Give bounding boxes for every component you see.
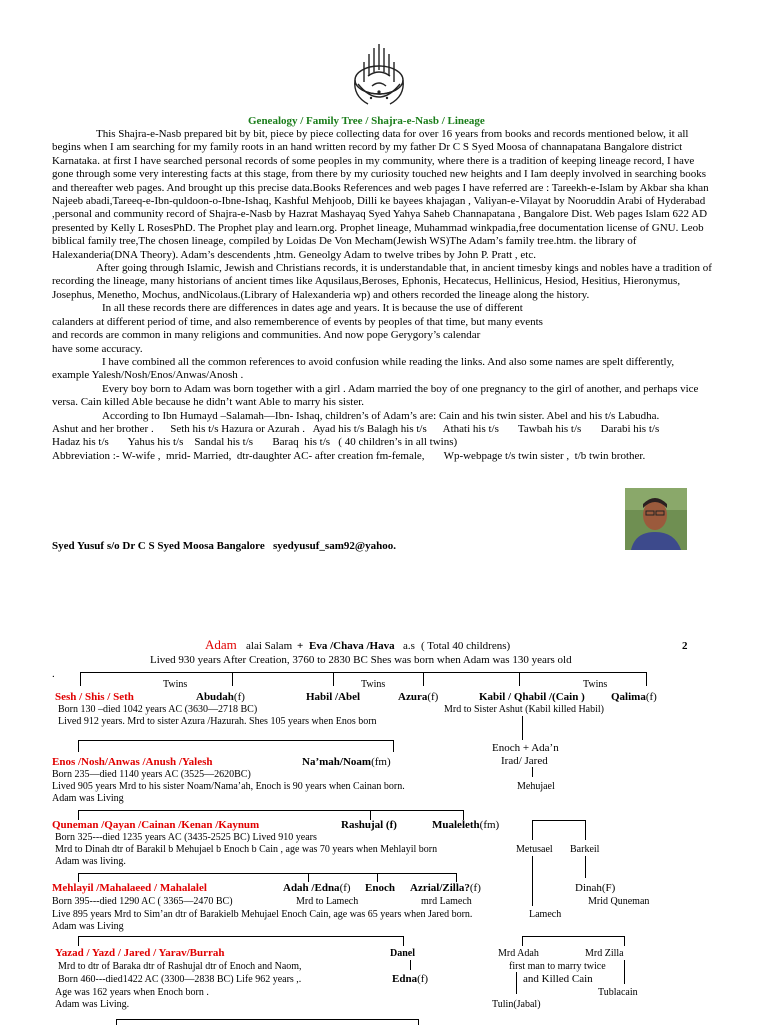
abudah-female: (f) bbox=[233, 691, 245, 703]
author-line: Syed Yusuf s/o Dr C S Syed Moosa Bangalore syedyusuf_sam92@yahoo. bbox=[52, 540, 396, 552]
tick bbox=[78, 936, 79, 946]
irad-connector bbox=[532, 767, 533, 777]
jared-married: Mrd to dtr of Baraka dtr of Rashujal dtr of Enoch and Naom, bbox=[58, 961, 302, 972]
intro-paragraph-twins: Every boy born to Adam was born together with a girl . Adam married the boy of one pregnancy to the girl of another, and perhaps vice versa. Cain killed Able because he didn’t want Able to marry his sister. bbox=[52, 382, 699, 409]
cain-connector bbox=[522, 716, 523, 740]
tick bbox=[308, 873, 309, 882]
mahalalel-lived: Live 895 years Mrd to Sim’an dtr of Barakielb Mehujael Enoch Cain, age was 65 years when Jared born. bbox=[52, 909, 473, 920]
tick bbox=[78, 873, 79, 882]
danel-name: Danel bbox=[390, 948, 415, 959]
bismillah-calligraphy bbox=[350, 40, 408, 112]
intro-paragraph-spelling: I have combined all the common references to avoid confusion while reading the links. And also some names are spelt differently, example Yalesh/Nosh/Enos/Anwas/Anosh . bbox=[52, 355, 675, 382]
metusael: Metusael bbox=[516, 844, 553, 855]
cainan-born: Born 325---died 1235 years AC (3435-2525 BC) Lived 910 years bbox=[55, 832, 317, 843]
intro-paragraph-dates-1: In all these records there are differences in dates age and years. It is because the use of different bbox=[102, 302, 523, 315]
intro-paragraph-historians: After going through Islamic, Jewish and Christians records, it is understandable that, in ancient timesby kings and nobles have a tradition of recording the lineage, many historians of ancient times like Aqusilaus,Beroses, Ephonis, Hecatecus, Hellinicus, Hesiod, Hesitius, Hieronymus, Josephus, Menetho, Mochus, andNicolaus.(Library of Halexanderia wp) and others recorded the lineage along the history. bbox=[52, 262, 712, 301]
azrial-female: (f) bbox=[469, 882, 481, 894]
tick bbox=[116, 1019, 117, 1025]
azura-name: Azura bbox=[398, 691, 428, 703]
adam-suffix: alai Salam bbox=[246, 640, 293, 652]
tick bbox=[393, 740, 394, 752]
lamech: Lamech bbox=[529, 909, 562, 920]
twins-label-2: Twins bbox=[361, 679, 386, 690]
barkeil: Barkeil bbox=[570, 844, 600, 855]
enoch-name: Enoch bbox=[365, 882, 395, 894]
abudah-name: Abudah bbox=[196, 691, 234, 703]
mrd-adah: Mrd Adah bbox=[498, 948, 539, 959]
page-number: 2 bbox=[682, 640, 688, 652]
tulin: Tulin(Jabal) bbox=[492, 999, 541, 1010]
cainan-adam-living: Adam was living. bbox=[55, 856, 126, 867]
tick bbox=[423, 672, 424, 686]
adam-name: Adam bbox=[205, 637, 237, 652]
tick bbox=[522, 936, 523, 946]
azrial-name: Azrial/Zilla? bbox=[410, 882, 470, 894]
adah-married-lamech: Mrd to Lamech bbox=[296, 896, 359, 907]
cainan-name: Quneman /Qayan /Cainan /Kenan /Kaynum bbox=[52, 819, 260, 831]
tick bbox=[519, 672, 520, 686]
tick bbox=[532, 820, 533, 840]
adah-name: Adah /Edna bbox=[283, 882, 340, 894]
stray-dot: . bbox=[52, 668, 55, 680]
mehujael: Mehujael bbox=[517, 781, 555, 792]
jared-born: Born 460---died1422 AC (3300—2838 BC) Life 962 years ,. bbox=[58, 974, 302, 985]
mahalalel-born: Born 395---died 1290 AC ( 3365—2470 BC) bbox=[52, 896, 233, 907]
intro-paragraph-dates-3: and records are common in many religions and communities. And now pope Gerygory’s calendar bbox=[52, 329, 481, 342]
tick bbox=[403, 936, 404, 946]
enos-adam-living: Adam was Living bbox=[52, 793, 124, 804]
lamech-connector bbox=[532, 874, 533, 906]
seth-name: Sesh / Shis / Seth bbox=[55, 691, 134, 703]
adah-female: (f) bbox=[339, 882, 351, 894]
zilla-connector bbox=[624, 960, 625, 984]
intro-paragraph-sources: This Shajra-e-Nasb prepared bit by bit, piece by piece collecting data for over 16 years from books and records mentioned below, it all begins when I am searching for my family roots in an hand written record by my father Dr C S Syed Moosa of channapatana Bangalore district Karnataka. at first I have searched personal records of some peoples in my community, where there is a tradition of keeping lineage record, I have gone through some very interesting facts at this stage, from there by my curiosity touched new heights and I Iam deeply involved in searching books and thereafter web pages. And brought up this precise data.Books References and web pages I have referred are : Tareekh-e-Islam by Akbar sha khan Najeeb abadi,Tareeq-e-Ibn-quldoon-o-Ibne-Ishaq, Kashful Mehjoob, Dilli ke bayees khajagan , Valiyan-e-Vilayat by Nooruddin Arabi of Hyderabad ,personal and community record of Shajra-e-Nasb by Hazrat Mashayaq Syed Yahya Saheb Channapatana , Bangalore Dist. Web pages Islam 622 AD presented by Kelly L RosesPhD. The Prophet play and learn.org. Prophet lineage, Muhammad winkpadia,free documentation license of GNU. Leob biblical family tree,The chosen lineage, compiled by Loidas De Von Mecham(Jewish WS)The Adam’s family tree.htm. the library of Halexanderia(DNA Theory). Adam’s descendents ,htm. Geneolgy Adam to twelve tribes by John P. Pratt , etc. bbox=[52, 128, 709, 261]
intro-children-line-3: Hadaz his t/s Yahus his t/s Sandal his t/s Baraq his t/s ( 40 children’s in all twins) bbox=[52, 436, 458, 449]
gen3-bracket bbox=[78, 810, 463, 811]
edna-female: (f) bbox=[417, 973, 429, 985]
eva-name: Eva /Chava /Hava bbox=[309, 640, 395, 652]
mahalalel-name: Mehlayil /Mahalaeed / Mahalalel bbox=[52, 882, 207, 894]
azrial-married-lamech: mrd Lamech bbox=[421, 896, 472, 907]
intro-children-line-2: Ashut and her brother . Seth his t/s Hazura or Azurah . Ayad his t/s Balagh his t/s Athati his t/s Tawbah his t/s Darabi his t/s bbox=[52, 422, 660, 435]
enoch-ada: Enoch + Ada’n bbox=[492, 742, 559, 754]
gen5-bracket bbox=[78, 936, 403, 937]
seth-born: Born 130 –died 1042 years AC (3630—2718 BC) bbox=[58, 704, 258, 715]
jared-age: Age was 162 years when Enoch born . bbox=[55, 987, 209, 998]
tick bbox=[456, 873, 457, 882]
first-man-twice: first man to marry twice bbox=[509, 961, 606, 972]
qalima-name: Qalima bbox=[611, 691, 646, 703]
tublacain: Tublacain bbox=[598, 987, 638, 998]
adah-connector bbox=[516, 972, 517, 994]
gen6-bracket bbox=[116, 1019, 418, 1020]
intro-paragraph-dates-4: have some accuracy. bbox=[52, 342, 143, 355]
barkeil-connector bbox=[585, 856, 586, 878]
tick bbox=[418, 1019, 419, 1025]
tick bbox=[377, 873, 378, 882]
metusael-connector bbox=[532, 856, 533, 874]
kabil-name: Kabil / Qhabil /(Cain ) bbox=[479, 691, 585, 703]
mrd-zilla: Mrd Zilla bbox=[585, 948, 624, 959]
dinah-married: Mrid Quneman bbox=[588, 896, 650, 907]
author-photo bbox=[625, 488, 687, 550]
mualeleth-female: (fm) bbox=[479, 819, 500, 831]
twins-label-3: Twins bbox=[583, 679, 608, 690]
jared-adam-living: Adam was Living. bbox=[55, 999, 130, 1010]
mehujael-bracket bbox=[532, 820, 585, 821]
adam-plus: + bbox=[297, 640, 304, 652]
enos-lived: Lived 905 years Mrd to his sister Noam/Nama’ah, Enoch is 90 years when Cainan born. bbox=[52, 781, 405, 792]
azura-female: (f) bbox=[427, 691, 439, 703]
seth-lived: Lived 912 years. Mrd to sister Azura /Hazurah. Shes 105 years when Enos born bbox=[58, 716, 377, 727]
tick bbox=[585, 820, 586, 840]
adam-lived: Lived 930 years After Creation, 3760 to 2830 BC Shes was born when Adam was 130 years old bbox=[150, 654, 572, 666]
mahalalel-adam-living: Adam was Living bbox=[52, 921, 124, 932]
rashujal-name: Rashujal (f) bbox=[341, 819, 397, 831]
twins-label-1: Twins bbox=[163, 679, 188, 690]
gen4-bracket bbox=[78, 873, 456, 874]
tick bbox=[624, 936, 625, 946]
tick bbox=[333, 672, 334, 686]
total-children: ( Total 40 childrens) bbox=[421, 640, 511, 652]
intro-children-line-1: According to Ibn Humayd –Salamah—Ibn- Ishaq, children’s of Adam’s are: Cain and his twin sister. Abel and his t/s Labudha. bbox=[102, 409, 660, 422]
habil-name: Habil /Abel bbox=[306, 691, 361, 703]
mualeleth-name: Mualeleth bbox=[432, 819, 480, 831]
abbreviations: Abbreviation :- W-wife , mrid- Married, dtr-daughter AC- after creation fm-female, Wp-webpage t/s twin sister , t/b twin brother. bbox=[52, 449, 646, 462]
cainan-married: Mrd to Dinah dtr of Barakil b Mehujael b Enoch b Cain , age was 70 years when Mehlayil born bbox=[55, 844, 438, 855]
tick bbox=[646, 672, 647, 686]
lamech-bracket bbox=[522, 936, 624, 937]
irad: Irad/ Jared bbox=[501, 755, 548, 767]
killed-cain: and Killed Cain bbox=[523, 973, 593, 985]
enos-name: Enos /Nosh/Anwas /Anush /Yalesh bbox=[52, 756, 213, 768]
intro-paragraph-dates-2: calanders at different period of time, and also rememberence of events by peoples of that time, but many events bbox=[52, 315, 543, 328]
tick bbox=[78, 740, 79, 752]
enos-born: Born 235—died 1140 years AC (3525—2620BC) bbox=[52, 769, 251, 780]
tick bbox=[80, 672, 81, 686]
kabil-married: Mrd to Sister Ashut (Kabil killed Habil) bbox=[444, 704, 604, 715]
tick bbox=[232, 672, 233, 686]
eva-suffix: a.s bbox=[403, 640, 415, 652]
namah-female: (fm) bbox=[371, 756, 391, 768]
qalima-female: (f) bbox=[645, 691, 657, 703]
page-title: Genealogy / Family Tree / Shajra-e-Nasb / Lineage bbox=[248, 115, 485, 127]
edna-name: Edna bbox=[392, 973, 418, 985]
gen1-bracket bbox=[80, 672, 646, 673]
jared-name: Yazad / Yazd / Jared / Yarav/Burrah bbox=[55, 947, 225, 959]
dinah: Dinah(F) bbox=[575, 882, 616, 894]
gen2-bracket bbox=[78, 740, 393, 741]
danel-connector bbox=[410, 960, 411, 970]
namah-name: Na’mah/Noam bbox=[302, 756, 372, 768]
intro-text bbox=[52, 128, 712, 463]
